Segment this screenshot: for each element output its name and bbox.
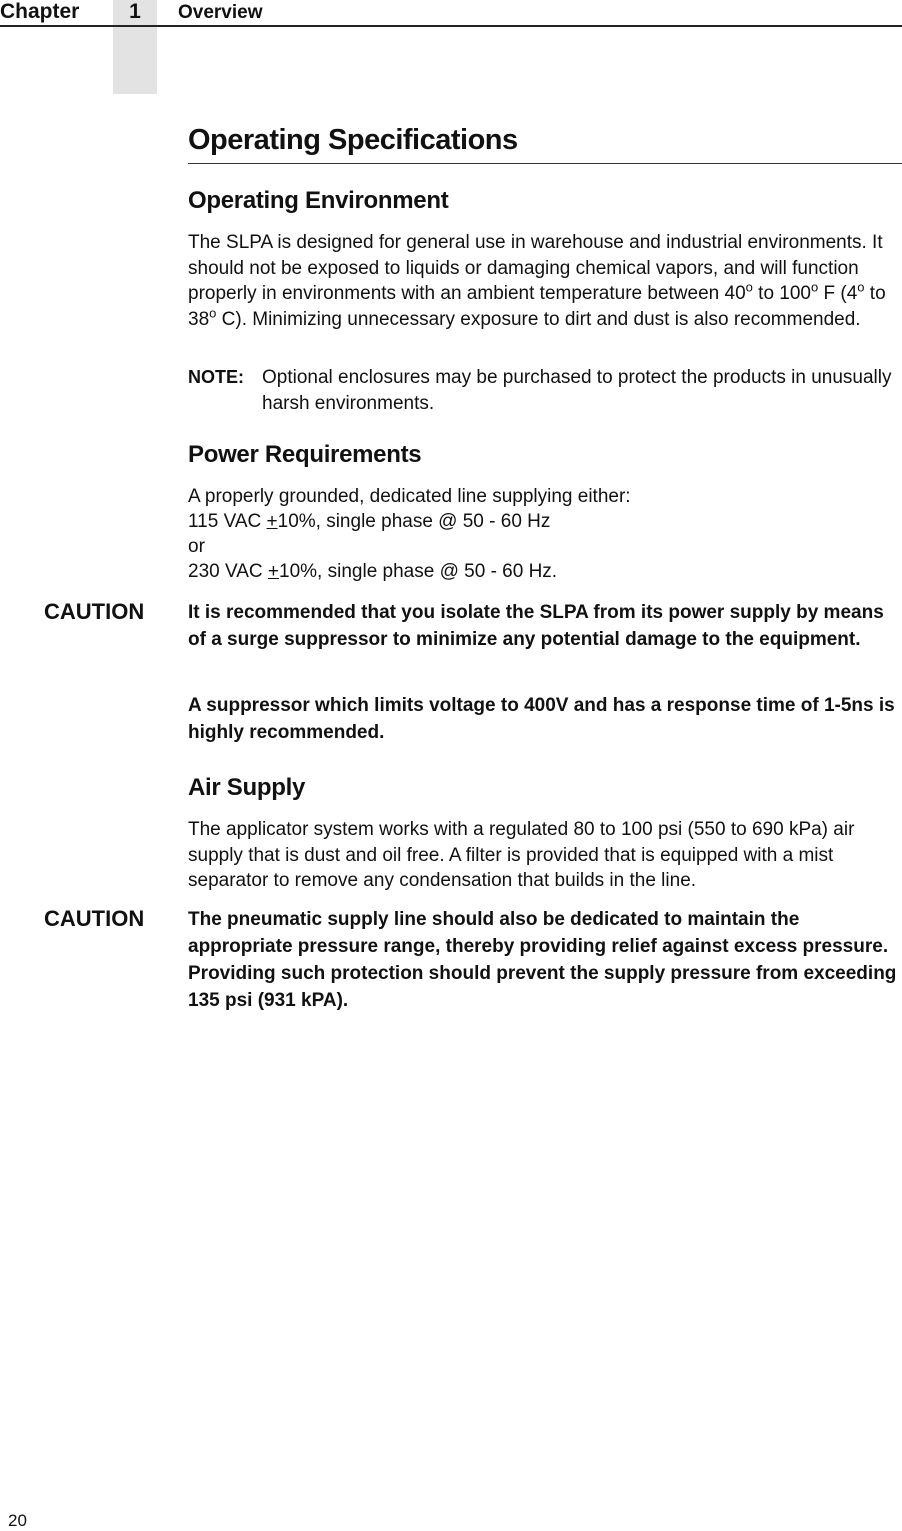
heading-air-supply: Air Supply (188, 774, 306, 801)
chapter-tab (113, 0, 157, 94)
power-line-230-spec: 10%, single phase @ 50 - 60 Hz. (279, 561, 558, 582)
caution-air-text: The pneumatic supply line should also be dedicated to maintain the appropriate pressure range, thereby providing relief against excess pressure. Providing such protection should prevent the supply pressure from exceeding 135 psi (931 kPA). (188, 909, 897, 1011)
caution-label-air: CAUTION (44, 906, 145, 931)
environment-text-4: to 38 (188, 283, 886, 330)
note-label: NOTE: (188, 367, 244, 387)
environment-text-2: to 100 (752, 283, 811, 304)
page-title: Operating Specifications (188, 124, 518, 156)
power-intro: A properly grounded, dedicated line supplying either: (188, 486, 631, 507)
plus-minus-sign: + (267, 561, 280, 582)
environment-text-1: The SLPA is designed for general use in warehouse and industrial environments. It should not be exposed to liquids or damaging chemical vapors, and will function properly in environments with an ambient temperature between 40 (188, 232, 883, 304)
heading-operating-environment: Operating Environment (188, 187, 449, 214)
environment-text-3: F (4 (818, 283, 858, 304)
environment-paragraph (188, 230, 900, 332)
degree-mark: o (745, 279, 753, 295)
degree-mark: o (209, 305, 217, 321)
power-line-230-voltage: 230 VAC (188, 561, 268, 582)
degree-mark: o (857, 279, 865, 295)
chapter-label: Chapter (0, 0, 80, 23)
power-line-230 (188, 559, 557, 585)
air-supply-paragraph: The applicator system works with a regulated 80 to 100 psi (550 to 690 kPa) air supply that is dust and oil free. A filter is provided that is equipped with a mist separator to remove any condensation that builds in the line. (188, 819, 855, 891)
page-number: 20 (8, 1511, 27, 1530)
power-or: or (188, 536, 205, 557)
caution-power-text-2: A suppressor which limits voltage to 400V and has a response time of 1-5ns is highly recommended. (188, 695, 895, 743)
heading-power-requirements: Power Requirements (188, 441, 422, 468)
caution-label-power: CAUTION (44, 599, 145, 624)
plus-minus-sign: + (266, 511, 278, 532)
degree-mark: o (811, 279, 819, 295)
power-line-115-spec: 10%, single phase @ 50 - 60 Hz (277, 511, 551, 532)
power-line-115-voltage: 115 VAC (188, 511, 267, 532)
chapter-number: 1 (129, 0, 141, 23)
environment-text-5: C). Minimizing unnecessary exposure to dirt and dust is also recommended. (216, 308, 861, 330)
caution-power-text-1: It is recommended that you isolate the SLPA from its power supply by means of a surge suppressor to minimize any potential damage to the equipment. (188, 602, 884, 650)
title-divider (188, 163, 902, 164)
section-title: Overview (178, 2, 263, 23)
power-line-115 (188, 509, 550, 535)
header-divider (0, 25, 902, 27)
note-text: Optional enclosures may be purchased to protect the products in unusually harsh environments. (262, 367, 892, 414)
